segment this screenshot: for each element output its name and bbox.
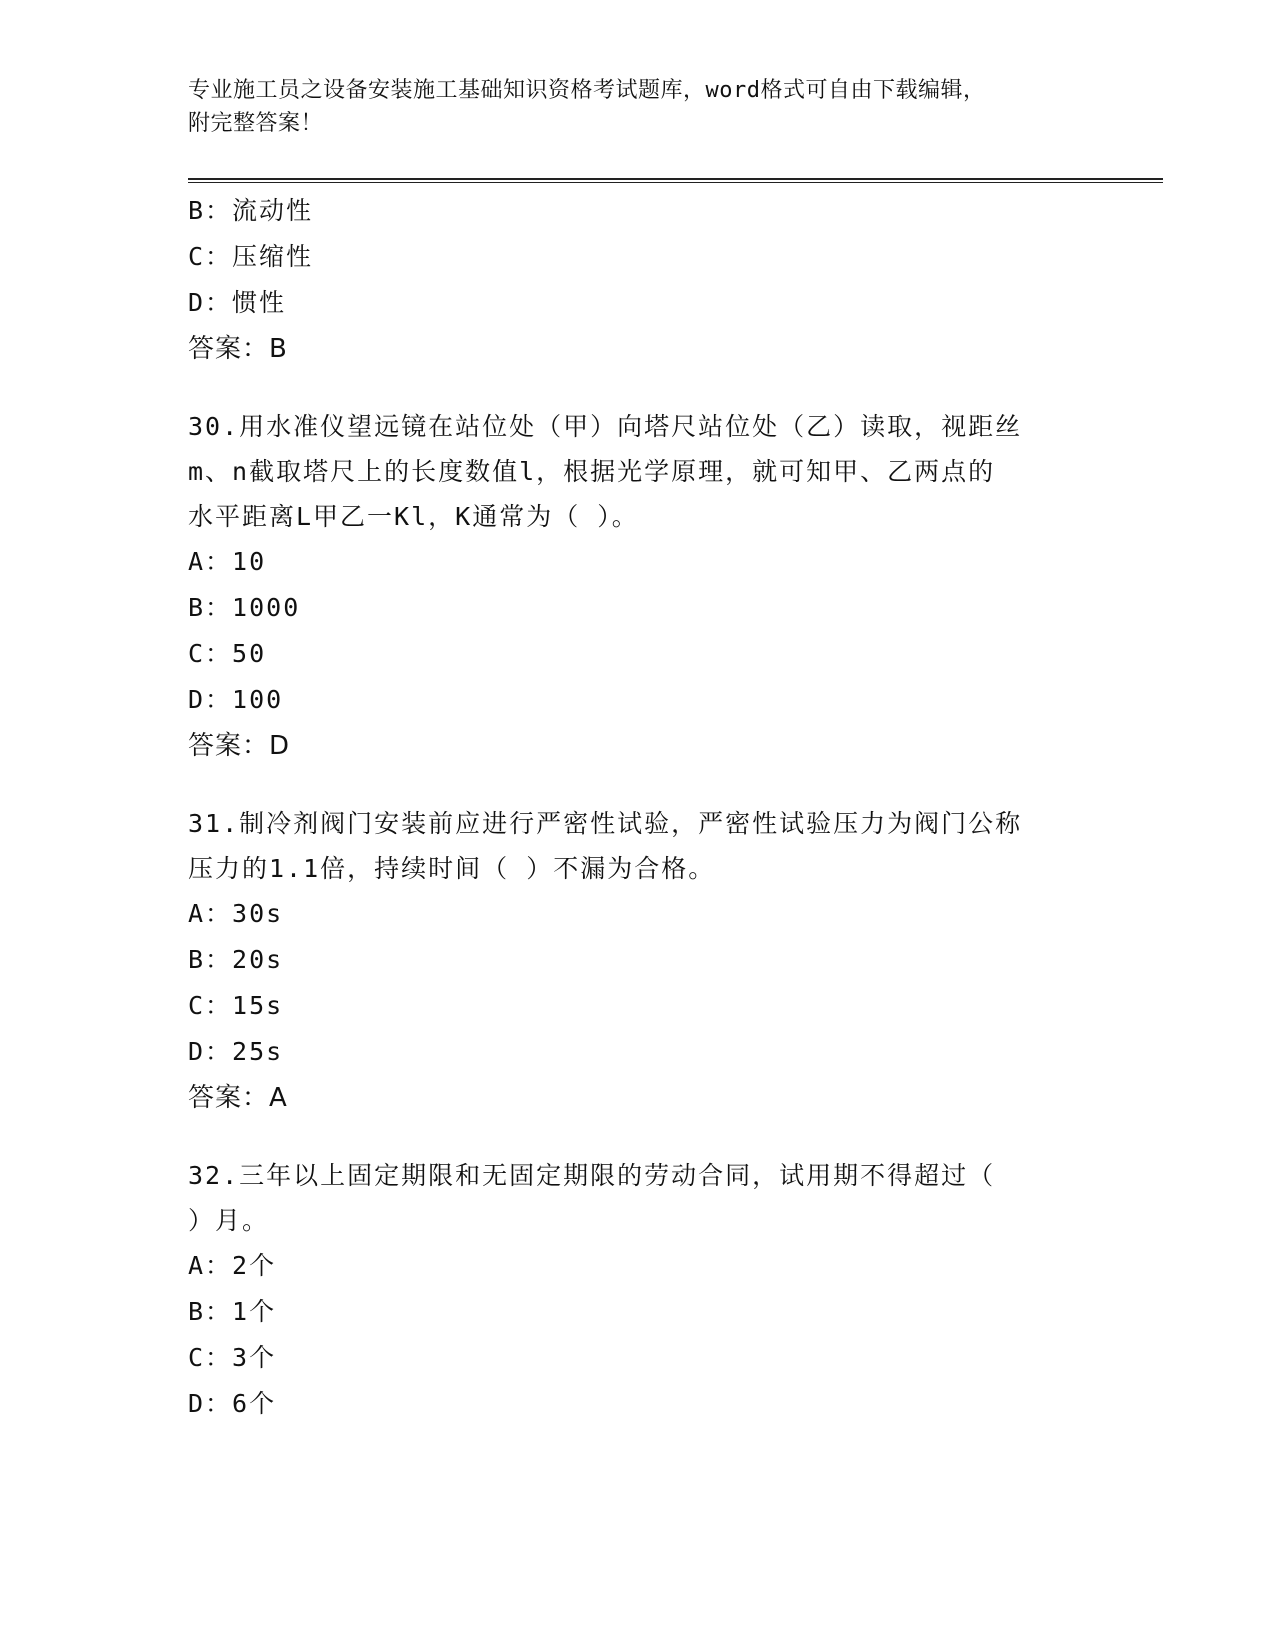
option-d: D：25s: [188, 1037, 284, 1066]
header-line-2: 附完整答案！: [188, 111, 324, 136]
answer: 答案：A: [188, 1083, 288, 1113]
option-b: B：流动性: [188, 196, 314, 225]
option-a: A：2个: [188, 1251, 277, 1280]
option-d: D：6个: [188, 1389, 277, 1418]
option-a: A：30s: [188, 899, 284, 928]
option-c: C：3个: [188, 1343, 277, 1372]
question-text: 水平距离L甲乙一Kl，K通常为（ ）。: [188, 502, 639, 531]
option-d: D：惯性: [188, 288, 287, 317]
question-text: 31.制冷剂阀门安装前应进行严密性试验，严密性试验压力为阀门公称: [188, 809, 1023, 838]
option-a: A：10: [188, 547, 267, 576]
answer: 答案：D: [188, 731, 291, 761]
option-c: C：50: [188, 639, 267, 668]
option-b: B：1000: [188, 593, 301, 622]
question-text: 30.用水准仪望远镜在站位处（甲）向塔尺站位处（乙）读取，视距丝: [188, 412, 1023, 441]
question-31: [188, 801, 1088, 1121]
header-divider: [188, 178, 1163, 183]
question-text: 32.三年以上固定期限和无固定期限的劳动合同，试用期不得超过（: [188, 1161, 996, 1190]
question-text: ）月。: [188, 1206, 270, 1235]
option-b: B：20s: [188, 945, 284, 974]
header-line-1: 专业施工员之设备安装施工基础知识资格考试题库，word格式可自由下载编辑，: [188, 78, 986, 103]
option-b: B：1个: [188, 1297, 277, 1326]
document-header: [188, 74, 1088, 140]
spacer: [188, 769, 1088, 801]
question-text: 压力的1.1倍，持续时间（ ）不漏为合格。: [188, 854, 716, 883]
spacer: [188, 1121, 1088, 1153]
option-d: D：100: [188, 685, 284, 714]
option-c: C：压缩性: [188, 242, 314, 271]
question-text: m、n截取塔尺上的长度数值l，根据光学原理，就可知甲、乙两点的: [188, 457, 996, 486]
document-body: [188, 188, 1088, 1427]
question-29-partial: [188, 188, 1088, 372]
option-c: C：15s: [188, 991, 284, 1020]
question-30: [188, 404, 1088, 769]
answer: 答案：B: [188, 334, 288, 364]
spacer: [188, 372, 1088, 404]
question-32: [188, 1153, 1088, 1427]
